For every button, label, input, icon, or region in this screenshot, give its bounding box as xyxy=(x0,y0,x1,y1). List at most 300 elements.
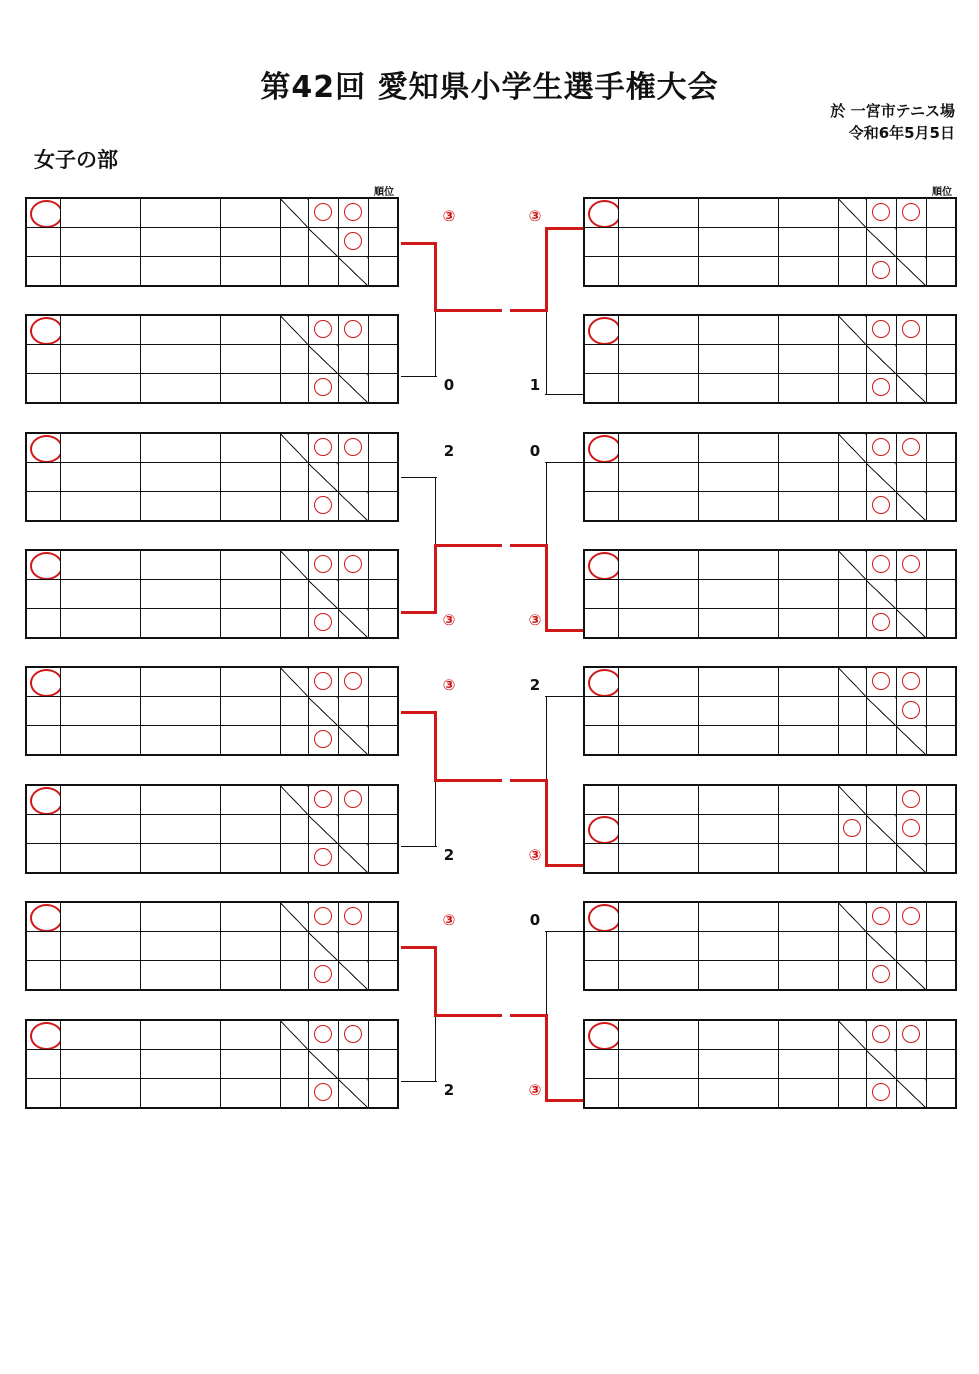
match-score xyxy=(866,902,896,932)
win-score-mark xyxy=(314,555,332,573)
win-score-mark xyxy=(902,701,920,719)
self-match-cell xyxy=(838,315,866,345)
rank xyxy=(368,1050,398,1079)
player-2-name xyxy=(140,932,220,961)
club-name xyxy=(220,492,280,522)
self-match-cell xyxy=(308,932,338,961)
bracket-loser-vertical xyxy=(546,462,547,544)
self-match-cell xyxy=(866,463,896,492)
club-name xyxy=(220,609,280,639)
player-2-name xyxy=(698,785,778,815)
rank xyxy=(368,932,398,961)
bracket-score: 0 xyxy=(443,376,455,394)
win-score-mark xyxy=(344,1025,362,1043)
player-1-name xyxy=(60,667,140,697)
rank xyxy=(926,257,956,287)
bracket-winner-line xyxy=(401,946,437,949)
match-score xyxy=(338,228,368,257)
player-1-name xyxy=(60,609,140,639)
match-score xyxy=(338,315,368,345)
bracket-score: ③ xyxy=(442,911,456,929)
club-name xyxy=(220,463,280,492)
win-score-mark xyxy=(314,320,332,338)
player-2-name xyxy=(140,1079,220,1109)
club-name xyxy=(220,1050,280,1079)
player-2-name xyxy=(698,257,778,287)
match-score xyxy=(308,609,338,639)
player-1-name xyxy=(60,902,140,932)
player-2-name xyxy=(140,492,220,522)
match-score xyxy=(896,433,926,463)
club-name xyxy=(778,902,838,932)
venue: 於 一宮市テニス場 xyxy=(830,102,955,120)
match-score xyxy=(866,844,896,874)
player-2-name xyxy=(698,345,778,374)
match-score xyxy=(838,1050,866,1079)
player-2-name xyxy=(140,433,220,463)
club-name xyxy=(220,932,280,961)
player-row xyxy=(584,580,956,609)
rank-header-right: 順位 xyxy=(932,187,952,198)
rank xyxy=(926,374,956,404)
left-group-2 xyxy=(25,314,399,404)
match-score xyxy=(838,345,866,374)
match-score xyxy=(338,345,368,374)
rank xyxy=(926,345,956,374)
match-score xyxy=(896,902,926,932)
player-row xyxy=(584,257,956,287)
rank xyxy=(926,932,956,961)
self-match-cell xyxy=(338,961,368,991)
match-score xyxy=(896,1050,926,1079)
rank xyxy=(926,609,956,639)
rank xyxy=(368,902,398,932)
club-name xyxy=(220,198,280,228)
entry-number xyxy=(584,463,618,492)
match-score xyxy=(280,609,308,639)
entry-number xyxy=(26,785,60,815)
self-match-cell xyxy=(896,844,926,874)
player-2-name xyxy=(698,961,778,991)
club-name xyxy=(220,433,280,463)
bracket-loser-line xyxy=(545,931,583,932)
win-score-mark xyxy=(872,907,890,925)
player-1-name xyxy=(618,815,698,844)
entry-number xyxy=(584,609,618,639)
club-name xyxy=(778,609,838,639)
match-score xyxy=(308,257,338,287)
player-1-name xyxy=(618,374,698,404)
self-match-cell xyxy=(280,667,308,697)
match-score xyxy=(838,961,866,991)
match-score xyxy=(338,815,368,844)
win-score-mark xyxy=(902,203,920,221)
bracket-winner-vertical xyxy=(434,711,437,781)
self-match-cell xyxy=(308,228,338,257)
club-name xyxy=(220,1020,280,1050)
player-1-name xyxy=(60,550,140,580)
bracket-advance-line xyxy=(434,1014,502,1017)
self-match-cell xyxy=(280,433,308,463)
win-score-mark xyxy=(314,613,332,631)
left-group-7 xyxy=(25,901,399,991)
match-score xyxy=(866,785,896,815)
club-name xyxy=(220,345,280,374)
self-match-cell xyxy=(896,609,926,639)
bracket-winner-vertical xyxy=(434,242,437,311)
match-score xyxy=(838,697,866,726)
self-match-cell xyxy=(896,726,926,756)
win-score-mark xyxy=(902,819,920,837)
entry-number xyxy=(584,433,618,463)
player-row xyxy=(584,815,956,844)
player-2-name xyxy=(698,228,778,257)
win-score-mark xyxy=(344,203,362,221)
entry-number xyxy=(584,257,618,287)
win-score-mark xyxy=(872,613,890,631)
match-score xyxy=(838,726,866,756)
self-match-cell xyxy=(866,932,896,961)
player-row xyxy=(26,667,398,697)
rank xyxy=(926,667,956,697)
entry-number xyxy=(26,815,60,844)
bracket-winner-line xyxy=(545,864,583,867)
player-row xyxy=(26,609,398,639)
entry-number xyxy=(26,374,60,404)
self-match-cell xyxy=(338,492,368,522)
player-row xyxy=(26,198,398,228)
match-score xyxy=(838,228,866,257)
player-1-name xyxy=(618,961,698,991)
match-score xyxy=(838,580,866,609)
match-score xyxy=(838,609,866,639)
club-name xyxy=(220,961,280,991)
bracket-advance-line xyxy=(510,309,548,312)
player-2-name xyxy=(140,580,220,609)
win-score-mark xyxy=(314,203,332,221)
player-2-name xyxy=(698,1020,778,1050)
win-score-mark xyxy=(344,438,362,456)
win-score-mark xyxy=(314,378,332,396)
entry-number xyxy=(584,315,618,345)
player-row xyxy=(584,785,956,815)
right-group-6 xyxy=(583,784,957,874)
venue-info xyxy=(830,100,955,144)
player-2-name xyxy=(698,315,778,345)
win-score-mark xyxy=(843,819,861,837)
left-group-8 xyxy=(25,1019,399,1109)
match-score xyxy=(308,1020,338,1050)
win-score-mark xyxy=(872,965,890,983)
bracket-loser-line xyxy=(401,846,437,847)
club-name xyxy=(220,902,280,932)
player-1-name xyxy=(618,315,698,345)
win-score-mark xyxy=(872,261,890,279)
player-2-name xyxy=(698,580,778,609)
win-score-mark xyxy=(872,203,890,221)
club-name xyxy=(220,1079,280,1109)
player-2-name xyxy=(140,609,220,639)
match-score xyxy=(280,257,308,287)
rank xyxy=(926,815,956,844)
win-score-mark xyxy=(344,555,362,573)
player-2-name xyxy=(698,726,778,756)
club-name xyxy=(778,228,838,257)
rank xyxy=(368,1020,398,1050)
match-score xyxy=(280,726,308,756)
self-match-cell xyxy=(866,228,896,257)
entry-number xyxy=(584,550,618,580)
match-score xyxy=(866,433,896,463)
rank xyxy=(368,961,398,991)
player-1-name xyxy=(618,257,698,287)
match-score xyxy=(896,228,926,257)
match-score xyxy=(280,815,308,844)
bracket-score: 0 xyxy=(529,442,541,460)
match-score xyxy=(308,961,338,991)
win-score-mark xyxy=(872,496,890,514)
entry-number xyxy=(26,1079,60,1109)
player-1-name xyxy=(60,961,140,991)
player-1-name xyxy=(60,374,140,404)
match-score xyxy=(896,815,926,844)
player-row xyxy=(584,609,956,639)
entry-number xyxy=(584,667,618,697)
player-2-name xyxy=(698,463,778,492)
match-score xyxy=(866,198,896,228)
player-1-name xyxy=(618,550,698,580)
entry-number xyxy=(584,697,618,726)
match-score xyxy=(866,1020,896,1050)
left-group-4 xyxy=(25,549,399,639)
win-score-mark xyxy=(314,672,332,690)
match-score xyxy=(896,550,926,580)
player-row xyxy=(584,463,956,492)
player-row xyxy=(26,550,398,580)
player-1-name xyxy=(60,1050,140,1079)
self-match-cell xyxy=(280,785,308,815)
player-row xyxy=(584,1050,956,1079)
match-score xyxy=(280,697,308,726)
entry-number xyxy=(26,198,60,228)
player-2-name xyxy=(698,1050,778,1079)
self-match-cell xyxy=(896,1079,926,1109)
match-score xyxy=(338,932,368,961)
match-score xyxy=(896,1020,926,1050)
bracket-score: 2 xyxy=(443,846,455,864)
match-score xyxy=(866,257,896,287)
player-row xyxy=(584,697,956,726)
self-match-cell xyxy=(838,902,866,932)
self-match-cell xyxy=(280,198,308,228)
match-score xyxy=(866,726,896,756)
player-row xyxy=(26,315,398,345)
win-score-mark xyxy=(872,320,890,338)
player-row xyxy=(26,345,398,374)
entry-number xyxy=(584,1020,618,1050)
rank xyxy=(368,844,398,874)
match-score xyxy=(866,374,896,404)
match-score xyxy=(896,198,926,228)
self-match-cell xyxy=(866,815,896,844)
player-2-name xyxy=(698,932,778,961)
rank xyxy=(926,902,956,932)
entry-number xyxy=(26,463,60,492)
match-score xyxy=(308,315,338,345)
player-row xyxy=(584,374,956,404)
match-score xyxy=(838,492,866,522)
player-row xyxy=(26,1020,398,1050)
rank xyxy=(368,374,398,404)
player-1-name xyxy=(618,902,698,932)
self-match-cell xyxy=(308,815,338,844)
self-match-cell xyxy=(838,785,866,815)
player-row xyxy=(26,463,398,492)
bracket-score: ③ xyxy=(442,207,456,225)
club-name xyxy=(778,815,838,844)
rank xyxy=(368,433,398,463)
player-row xyxy=(26,374,398,404)
self-match-cell xyxy=(866,697,896,726)
entry-number xyxy=(26,932,60,961)
bracket-advance-line xyxy=(510,1014,548,1017)
match-score xyxy=(280,374,308,404)
win-score-mark xyxy=(344,320,362,338)
entry-number xyxy=(584,815,618,844)
win-score-mark xyxy=(902,438,920,456)
club-name xyxy=(220,315,280,345)
self-match-cell xyxy=(896,257,926,287)
player-row xyxy=(26,961,398,991)
player-row xyxy=(26,257,398,287)
self-match-cell xyxy=(308,345,338,374)
rank xyxy=(926,1020,956,1050)
club-name xyxy=(220,580,280,609)
player-row xyxy=(26,580,398,609)
match-score xyxy=(866,492,896,522)
match-score xyxy=(866,609,896,639)
self-match-cell xyxy=(308,463,338,492)
rank xyxy=(926,550,956,580)
entry-number xyxy=(584,1050,618,1079)
win-score-mark xyxy=(902,907,920,925)
self-match-cell xyxy=(838,198,866,228)
player-2-name xyxy=(140,345,220,374)
win-score-mark xyxy=(344,907,362,925)
player-row xyxy=(26,844,398,874)
player-1-name xyxy=(618,697,698,726)
player-2-name xyxy=(140,315,220,345)
self-match-cell xyxy=(338,257,368,287)
player-1-name xyxy=(60,580,140,609)
page-title: 第42回 愛知県小学生選手権大会 xyxy=(260,70,719,105)
entry-number xyxy=(26,961,60,991)
rank xyxy=(368,228,398,257)
entry-number xyxy=(584,345,618,374)
bracket-loser-line xyxy=(401,477,437,478)
match-score xyxy=(838,374,866,404)
rank xyxy=(926,228,956,257)
player-row xyxy=(26,228,398,257)
match-score xyxy=(280,492,308,522)
player-2-name xyxy=(698,550,778,580)
match-score xyxy=(866,315,896,345)
entry-number xyxy=(26,609,60,639)
entry-number xyxy=(26,492,60,522)
club-name xyxy=(778,374,838,404)
match-score xyxy=(896,697,926,726)
player-1-name xyxy=(618,1020,698,1050)
match-score xyxy=(308,785,338,815)
player-1-name xyxy=(60,492,140,522)
match-score xyxy=(308,374,338,404)
entry-number xyxy=(584,580,618,609)
club-name xyxy=(220,550,280,580)
match-score xyxy=(280,844,308,874)
self-match-cell xyxy=(280,550,308,580)
rank xyxy=(926,580,956,609)
player-1-name xyxy=(618,609,698,639)
right-group-1 xyxy=(583,197,957,287)
entry-number xyxy=(26,902,60,932)
match-score xyxy=(838,932,866,961)
self-match-cell xyxy=(308,1050,338,1079)
player-1-name xyxy=(618,785,698,815)
player-2-name xyxy=(140,697,220,726)
bracket-winner-vertical xyxy=(545,227,548,311)
bracket-winner-line xyxy=(401,711,437,714)
player-2-name xyxy=(698,815,778,844)
match-score xyxy=(838,844,866,874)
player-1-name xyxy=(60,345,140,374)
match-score xyxy=(896,315,926,345)
bracket-loser-vertical xyxy=(435,1014,436,1081)
player-1-name xyxy=(618,932,698,961)
rank xyxy=(368,667,398,697)
match-score xyxy=(308,198,338,228)
entry-number xyxy=(584,492,618,522)
entry-number xyxy=(26,697,60,726)
win-score-mark xyxy=(314,1083,332,1101)
rank xyxy=(926,1079,956,1109)
bracket-loser-line xyxy=(401,1081,437,1082)
player-1-name xyxy=(60,697,140,726)
bracket-score: 0 xyxy=(529,911,541,929)
player-row xyxy=(584,1079,956,1109)
win-score-mark xyxy=(314,965,332,983)
match-score xyxy=(838,463,866,492)
self-match-cell xyxy=(338,726,368,756)
win-score-mark xyxy=(314,438,332,456)
player-2-name xyxy=(698,697,778,726)
player-row xyxy=(26,433,398,463)
player-row xyxy=(26,492,398,522)
player-1-name xyxy=(60,198,140,228)
club-name xyxy=(778,1020,838,1050)
self-match-cell xyxy=(838,550,866,580)
player-row xyxy=(584,667,956,697)
match-score xyxy=(338,697,368,726)
player-2-name xyxy=(140,785,220,815)
win-score-mark xyxy=(314,496,332,514)
entry-number xyxy=(584,902,618,932)
match-score xyxy=(896,580,926,609)
rank xyxy=(368,550,398,580)
entry-number xyxy=(26,315,60,345)
self-match-cell xyxy=(338,844,368,874)
player-2-name xyxy=(698,667,778,697)
player-2-name xyxy=(140,257,220,287)
